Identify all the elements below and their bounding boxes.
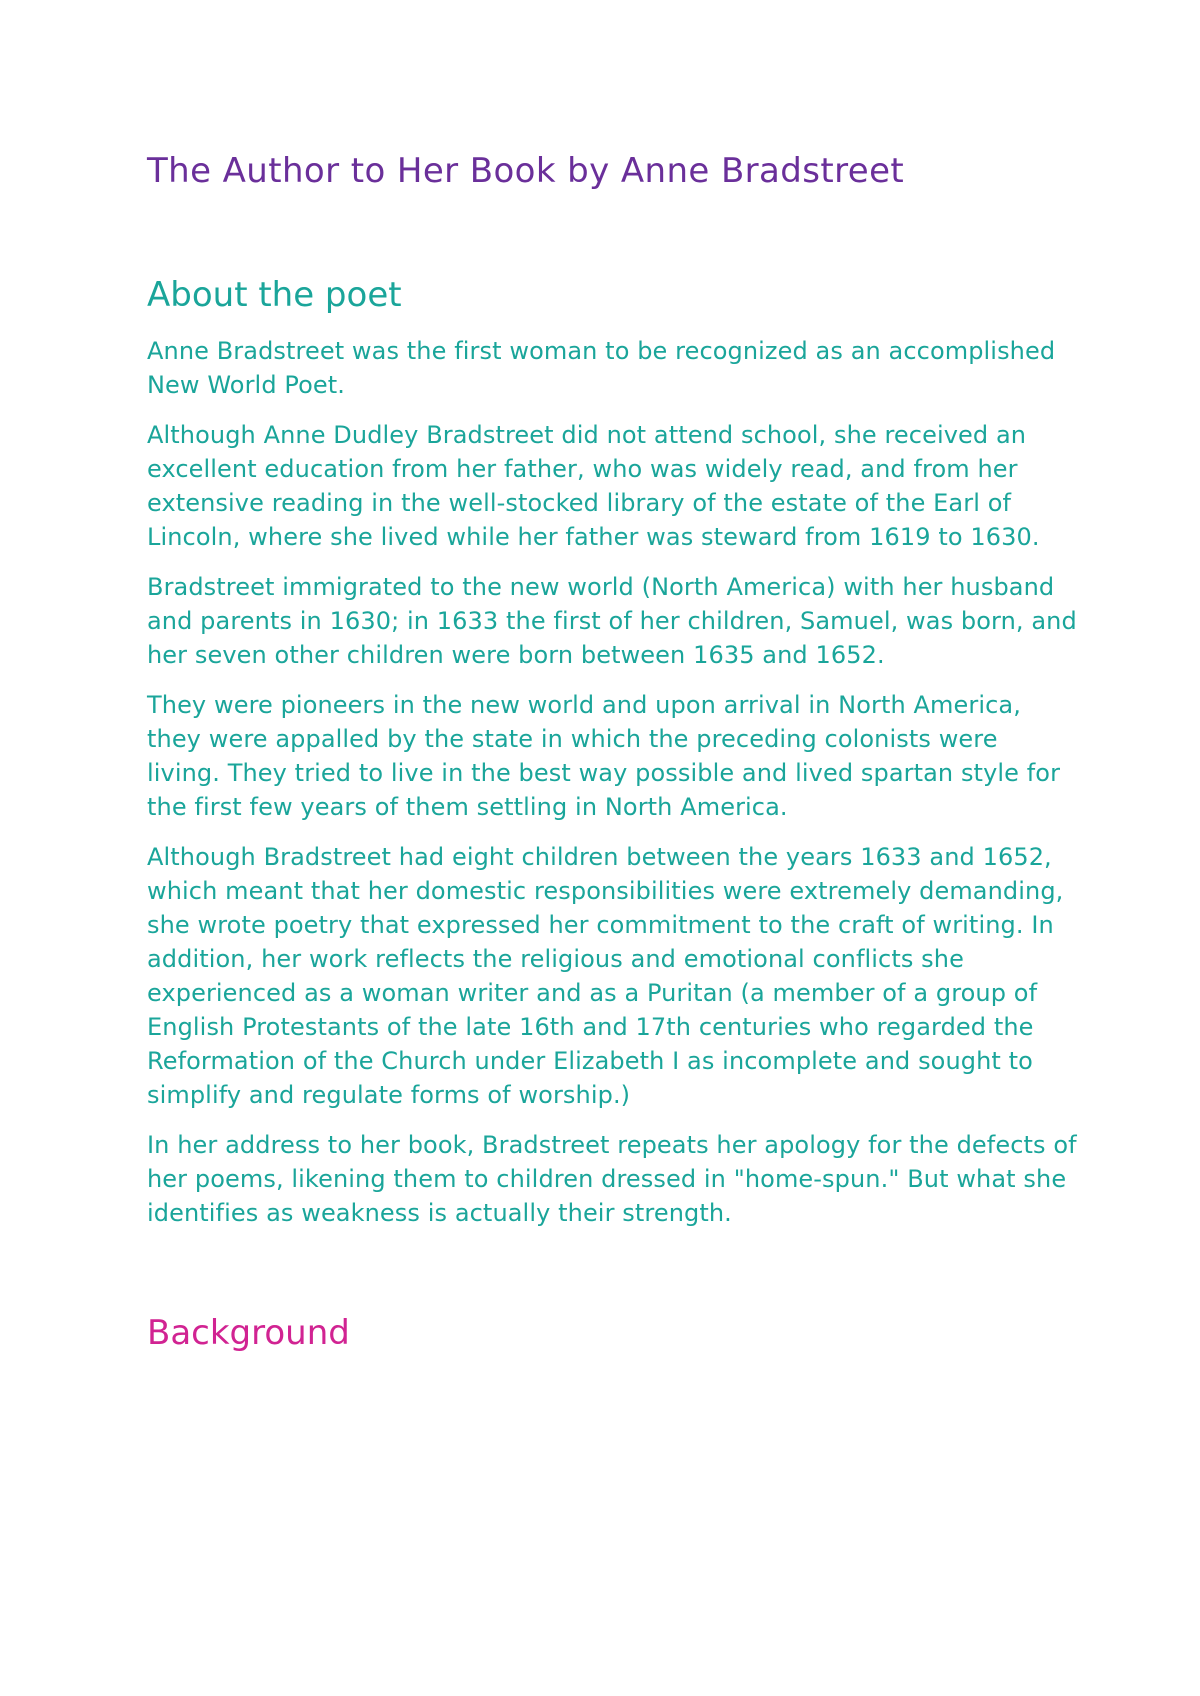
document-title: The Author to Her Book by Anne Bradstreet [147, 151, 905, 191]
paragraph: Although Bradstreet had eight children between the years 1633 and 1652, which meant that her domestic responsibilities were extremely demanding, she wrote poetry that expressed her commitment to the craft of writing. In addition, her work reflects the religious and emotional conflicts she experienced as a woman writer and as a Puritan (a member of a group of English Protestants of the late 16th and 17th centuries who regarded the Reformation of the Church under Elizabeth I as incomplete and sought to simplify and regulate forms of worship.) [147, 843, 1064, 1109]
about-poet-heading: About the poet [147, 275, 402, 315]
paragraph: In her address to her book, Bradstreet repeats her apology for the defects of her poems, likening them to children dressed in "home-spun." But what she identifies as weakness is actually their strength. [147, 1131, 1077, 1227]
paragraph: They were pioneers in the new world and upon arrival in North America, they were appalled by the state in which the preceding colonists were living. They tried to live in the best way possible and lived spartan style for the first few years of them settling in North America. [147, 691, 1061, 821]
document-content [147, 150, 1077, 1354]
about-poet-body [147, 334, 1077, 1230]
paragraph: Bradstreet immigrated to the new world (North America) with her husband and parents in 1630; in 1633 the first of her children, Samuel, was born, and her seven other children were born between 1635 and 1652. [147, 573, 1077, 669]
paragraph: Anne Bradstreet was the first woman to be recognized as an accomplished New World Poet. [147, 337, 1056, 399]
paragraph: Although Anne Dudley Bradstreet did not attend school, she received an excellent education from her father, who was widely read, and from her extensive reading in the well-stocked library of the estate of the Earl of Lincoln, where she lived while her father was steward from 1619 to 1630. [147, 421, 1040, 551]
background-heading: Background [147, 1313, 350, 1353]
